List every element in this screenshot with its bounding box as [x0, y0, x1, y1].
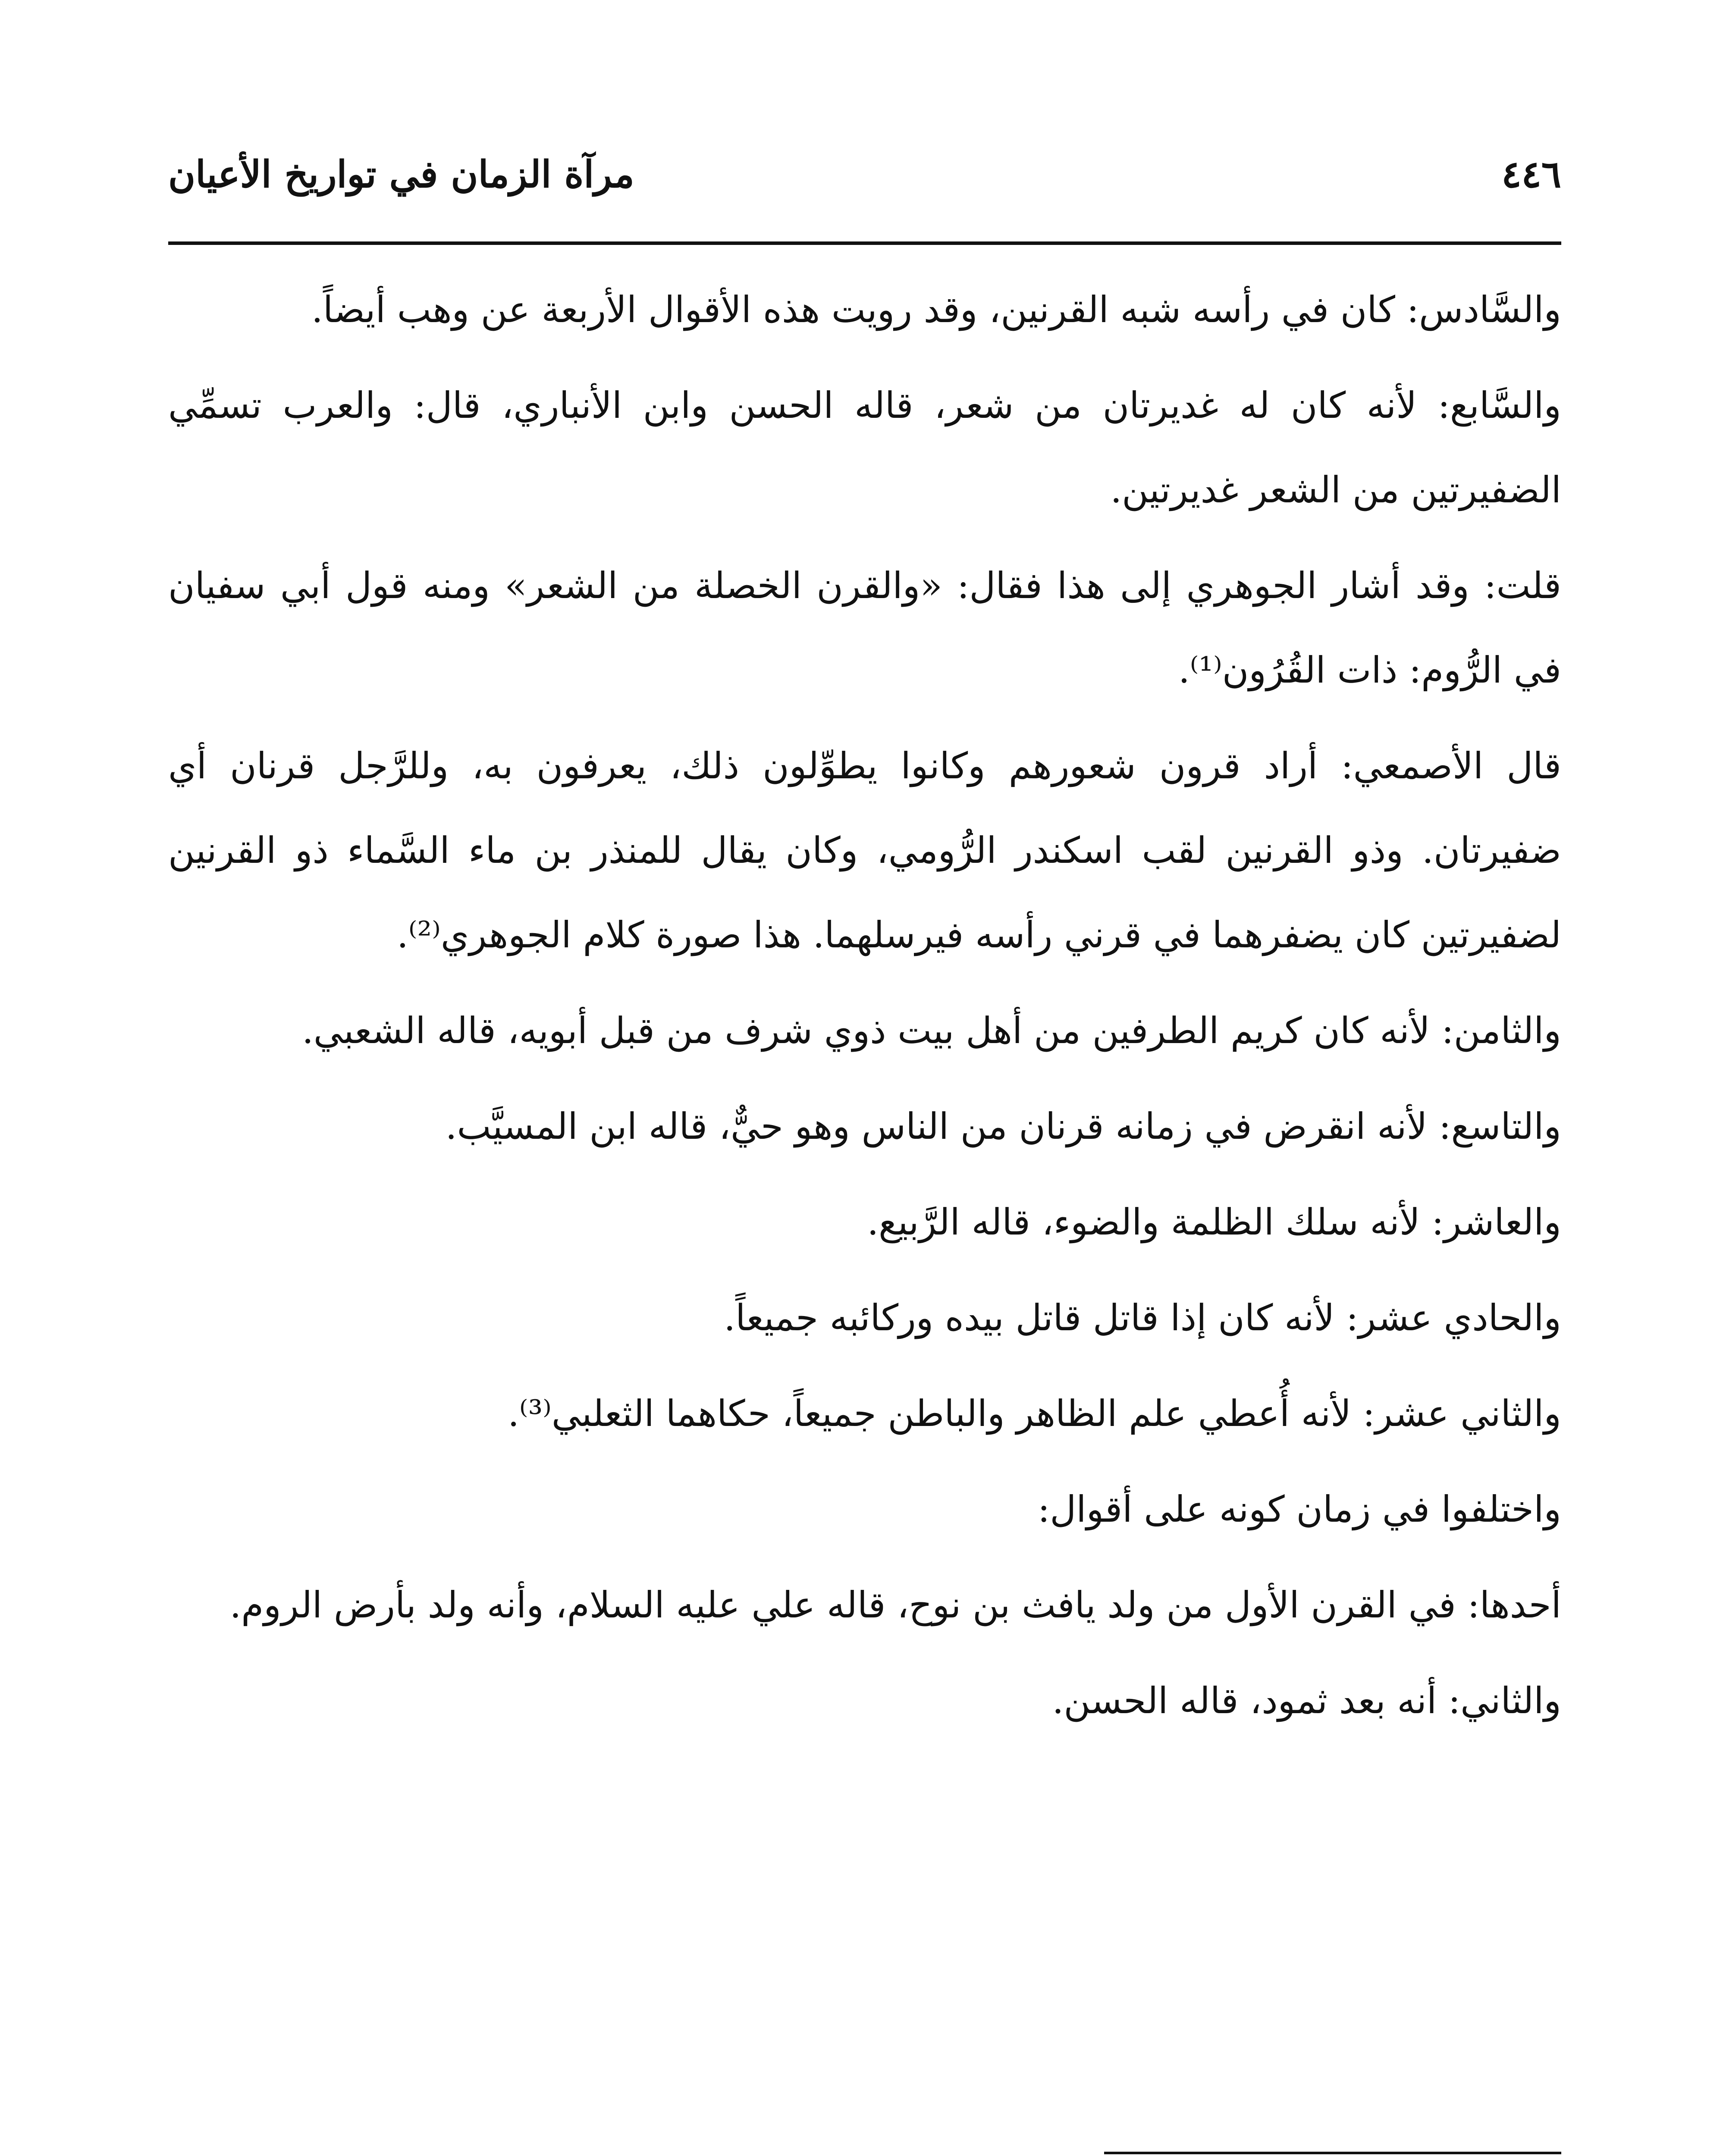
list-item-twelfth: والثاني عشر: لأنه أُعطي علم الظاهر والباطن جميعاً، حكاهما الثعلبي⁽³⁾.	[508, 1392, 1561, 1435]
paragraph-eighth: والثامن: لأنه كان كريم الطرفين من أهل بيت ذوي شرف من قبل أبويه، قاله الشعبي.	[302, 1009, 1561, 1052]
list-item-tenth: والعاشر: لأنه سلك الظلمة والضوء، قاله الرَّبيع.	[867, 1201, 1561, 1243]
page-header	[168, 142, 1561, 207]
paragraph-second-opinion: والثاني: أنه بعد ثمود، قاله الحسن.	[1052, 1680, 1561, 1722]
paragraph-first-opinion: أحدها: في القرن الأول من ولد يافث بن نوح، قاله علي عليه السلام، وأنه ولد بأرض الروم.	[229, 1584, 1561, 1626]
list-item-ikhtalafu: واختلفوا في زمان كونه على أقوال:	[1037, 1488, 1561, 1530]
paragraph-seventh: والسَّابع: لأنه كان له غديرتان من شعر، قاله الحسن وابن الأنباري، قال: والعرب تسمِّي الضفيرتين من الشعر غديرتين.	[168, 384, 1561, 511]
list-item-ninth: والتاسع: لأنه انقرض في زمانه قرنان من الناس وهو حيٌّ، قاله ابن المسيَّب.	[445, 1105, 1561, 1147]
list-item-eleventh: والحادي عشر: لأنه كان إذا قاتل قاتل بيده وركائبه جميعاً.	[724, 1297, 1561, 1339]
header-rule	[168, 241, 1561, 245]
footnote-rule	[1104, 2152, 1561, 2154]
page-number: ٤٤٦	[1501, 153, 1561, 196]
paragraph-asmai: قال الأصمعي: أراد قرون شعورهم وكانوا يطوِّلون ذلك، يعرفون به، وللرَّجل قرنان أي ضفيرتان. وذو القرنين لقب اسكندر الرُّومي، وكان يقال للمنذر بن ماء السَّماء ذو القرنين لضفيرتين كان يضفرهما في قرني رأسه فيرسلهما. هذا صورة كلام الجوهري⁽²⁾.	[168, 745, 1561, 956]
running-title: مرآة الزمان في تواريخ الأعيان	[168, 153, 634, 196]
main-text	[168, 267, 1561, 1992]
paragraph-qultu: قلت: وقد أشار الجوهري إلى هذا فقال: «والقرن الخصلة من الشعر» ومنه قول أبي سفيان في الرُّوم: ذات القُرُون⁽¹⁾.	[168, 564, 1561, 691]
paragraph-sixth: والسَّادس: كان في رأسه شبه القرنين، وقد رويت هذه الأقوال الأربعة عن وهب أيضاً.	[311, 288, 1561, 331]
indented-list	[168, 1084, 1561, 1551]
